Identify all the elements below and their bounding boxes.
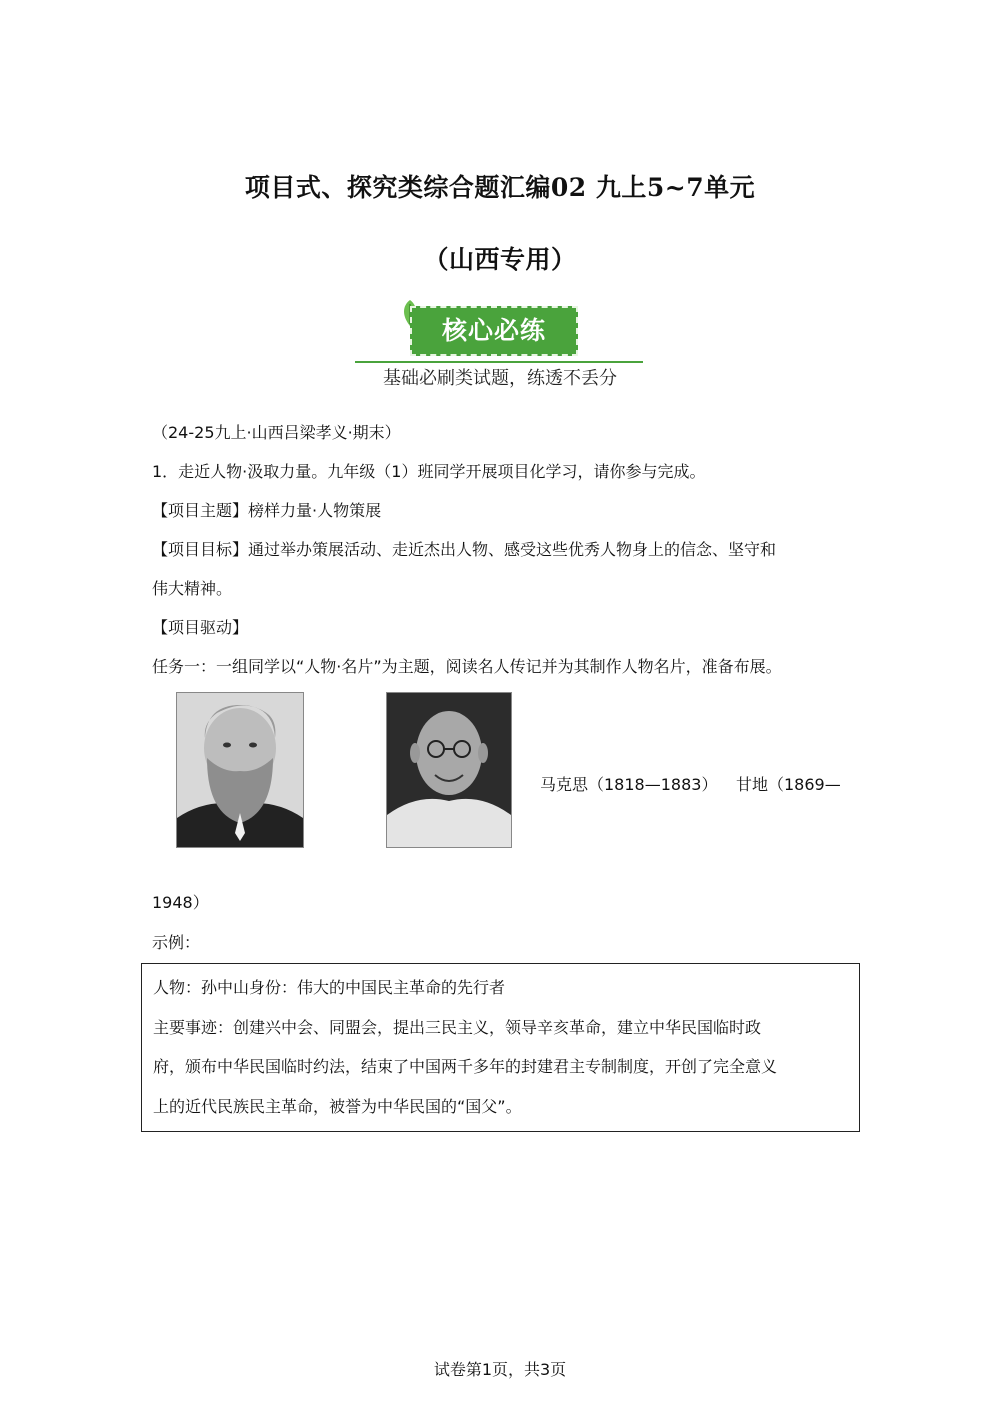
example-line2: 主要事迹：创建兴中会、同盟会，提出三民主义，领导辛亥革命，建立中华民国临时政	[153, 1018, 762, 1037]
example-label: 示例：	[152, 933, 201, 952]
gandhi-portrait	[386, 692, 512, 848]
project-drive: 【项目驱动】	[152, 618, 249, 637]
gandhi-caption: 甘地（1869—	[736, 775, 841, 794]
project-goal-line2: 伟大精神。	[152, 579, 233, 598]
marx-portrait	[176, 692, 304, 848]
document-subtitle: （山西专用）	[423, 245, 577, 274]
document-title: 项目式、探究类综合题汇编02 九上5~7单元	[244, 173, 756, 202]
question-prompt: 1．走近人物·汲取力量。九年级（1）班同学开展项目化学习，请你参与完成。	[152, 462, 706, 481]
badge-caption: 基础必刷类试题，练透不丢分	[383, 368, 617, 389]
example-line1: 人物：孙中山身份：伟大的中国民主革命的先行者	[153, 978, 506, 997]
example-line4: 上的近代民族民主革命，被誉为中华民国的“国父”。	[153, 1097, 522, 1116]
project-theme: 【项目主题】榜样力量·人物策展	[152, 501, 382, 520]
example-box	[141, 963, 860, 1132]
example-line3: 府，颁布中华民国临时约法，结束了中国两千多年的封建君主专制制度，开创了完全意义	[153, 1057, 778, 1076]
question-source: （24-25九上·山西吕梁孝义·期末）	[152, 423, 401, 442]
gandhi-caption-cont: 1948）	[152, 893, 209, 912]
page-footer: 试卷第1页，共3页	[433, 1360, 567, 1379]
task-one: 任务一：一组同学以“人物·名片”为主题，阅读名人传记并为其制作人物名片，准备布展。	[152, 657, 782, 676]
core-practice-badge: 核心必练	[410, 306, 578, 356]
marx-caption: 马克思（1818—1883）	[540, 775, 718, 794]
badge-underline	[355, 361, 643, 363]
project-goal-line1: 【项目目标】通过举办策展活动、走近杰出人物、感受这些优秀人物身上的信念、坚守和	[152, 540, 777, 559]
